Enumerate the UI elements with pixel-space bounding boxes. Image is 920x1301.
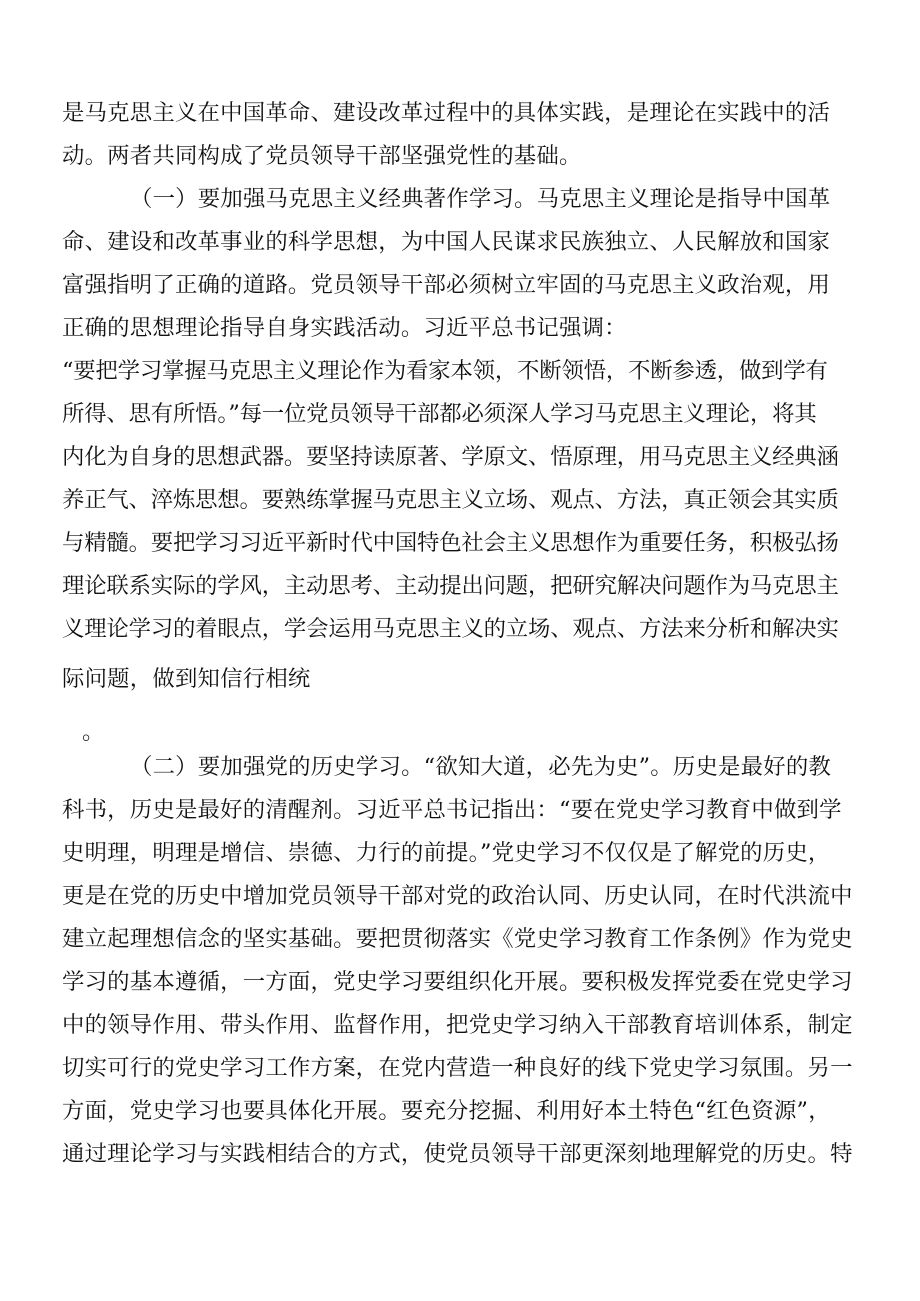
text-line-19: 更是在党的历史中增加党员领导干部对党的政治认同、历史认同，在时代洪流中 <box>62 883 853 909</box>
text-line-5: 富强指明了正确的道路。党员领导干部必须树立牢固的马克思主义政治观，用 <box>62 272 831 298</box>
text-line-24: 方面，党史学习也要具体化开展。要充分挖掘、利用好本土特色“红色资源”， <box>62 1098 831 1124</box>
text-line-21: 学习的基本遵循，一方面，党史学习要组织化开展。要积极发挥党委在党史学习 <box>62 969 853 995</box>
text-line-18: 史明理，明理是增信、崇德、力行的前提。”党史学习不仅仅是了解党的历史， <box>62 840 831 866</box>
text-line-1: 是马克思主义在中国革命、建设改革过程中的具体实践，是理论在实践中的活 <box>62 100 831 126</box>
text-line-2: 动。两者共同构成了党员领导干部坚强党性的基础。 <box>62 143 582 169</box>
text-line-16: （二）要加强党的历史学习。“欲知大道，必先为史”。历史是最好的教 <box>130 754 832 780</box>
text-line-8: 所得、思有所悟。”每一位党员领导干部都必须深人学习马克思主义理论，将其 <box>62 401 817 427</box>
text-line-25: 通过理论学习与实践相结合的方式，使党员领导干部更深刻地理解党的历史。特 <box>62 1141 853 1167</box>
text-line-12: 理论联系实际的学风，主动思考、主动提出问题，把研究解决问题作为马克思主 <box>62 573 839 599</box>
text-line-9: 内化为自身的思想武器。要坚持读原著、学原文、悟原理，用马克思主义经典涵 <box>62 444 839 470</box>
text-line-6: 正确的思想理论指导自身实践活动。习近平总书记强调： <box>62 315 627 341</box>
text-line-22: 中的领导作用、带头作用、监督作用，把党史学习纳入干部教育培训体系，制定 <box>62 1012 853 1038</box>
text-line-13: 义理论学习的着眼点，学会运用马克思主义的立场、观点、方法来分析和解决实 <box>62 616 839 642</box>
text-line-7: “要把学习掌握马克思主义理论作为看家本领，不断领悟，不断参透，做到学有 <box>62 358 828 384</box>
text-line-4: 命、建设和改革事业的科学思想，为中国人民谋求民族独立、人民解放和国家 <box>62 229 831 255</box>
text-line-17: 科书，历史是最好的清醒剂。习近平总书记指出：“要在党史学习教育中做到学 <box>62 797 842 823</box>
text-line-14: 际问题，做到知信行相统 <box>62 666 311 692</box>
text-line-20: 建立起理想信念的坚实基础。要把贯彻落实《党史学习教育工作条例》作为党史 <box>62 926 853 952</box>
text-line-11: 与精髓。要把学习习近平新时代中国特色社会主义思想作为重要任务，积极弘扬 <box>62 530 839 556</box>
text-line-15: 。 <box>82 719 105 745</box>
text-line-10: 养正气、淬炼思想。要熟练掌握马克思主义立场、观点、方法，真正领会其实质 <box>62 487 839 513</box>
text-line-23: 切实可行的党史学习工作方案，在党内营造一种良好的线下党史学习氛围。另一 <box>62 1055 853 1081</box>
text-line-3: （一）要加强马克思主义经典著作学习。马克思主义理论是指导中国革 <box>130 186 831 212</box>
